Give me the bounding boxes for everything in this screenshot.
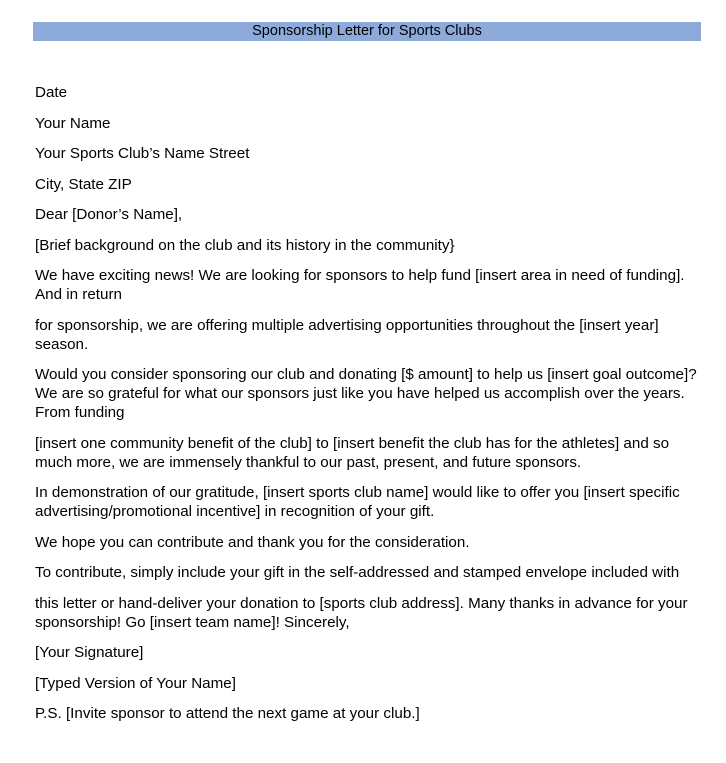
community-benefit-paragraph: [insert one community benefit of the club] to [insert benefit the club has for the athletes] and so much more, we are immensely thankful to our past, present, and future sponsors.	[35, 434, 670, 471]
typed-name-line: [Typed Version of Your Name]	[35, 674, 236, 692]
postscript-line: P.S. [Invite sponsor to attend the next game at your club.]	[35, 705, 420, 722]
city-state-zip-line: City, State ZIP	[35, 175, 132, 193]
document-title: Sponsorship Letter for Sports Clubs	[33, 22, 701, 41]
club-street-line: Your Sports Club’s Name Street	[35, 145, 250, 162]
club-background-paragraph: [Brief background on the club and its history in the community}	[35, 236, 455, 254]
gratitude-paragraph: In demonstration of our gratitude, [insert sports club name] would like to offer you [insert specific advertising/promotional incentive] in recognition of your gift.	[35, 484, 680, 520]
thank-you-paragraph: We hope you can contribute and thank you for the consideration.	[35, 533, 470, 551]
hand-deliver-paragraph: this letter or hand-deliver your donation to [sports club address]. Many thanks in advance for your sponsorship! Go [insert team name]! Sincerely,	[35, 594, 688, 631]
date-line: Date	[35, 84, 68, 101]
donation-request-paragraph: Would you consider sponsoring our club and donating [$ amount] to help us [insert goal outcome]? We are so grateful for what our sponsors just like you have helped us accomplish over the years. From funding	[35, 366, 697, 421]
exciting-news-paragraph: We have exciting news! We are looking for sponsors to help fund [insert area in need of funding]. And in return	[35, 267, 685, 303]
letter-body	[35, 83, 705, 735]
advertising-opportunities-paragraph: for sponsorship, we are offering multiple advertising opportunities throughout the [insert year] season.	[35, 316, 659, 353]
signature-line: [Your Signature]	[35, 644, 144, 661]
contribute-instructions-paragraph: To contribute, simply include your gift in the self-addressed and stamped envelope included with	[35, 564, 680, 581]
sender-name-line: Your Name	[35, 114, 111, 132]
salutation: Dear [Donor’s Name],	[35, 206, 183, 223]
